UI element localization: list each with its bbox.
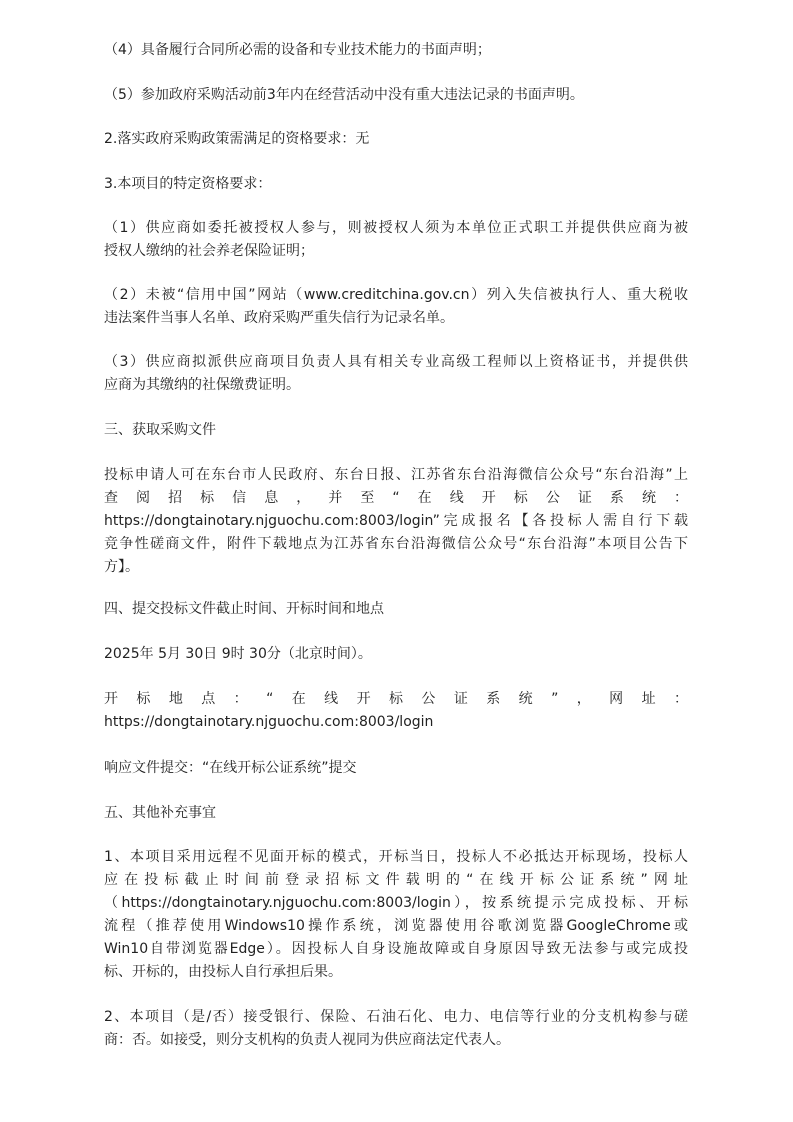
section-heading-deadline <box>104 598 688 621</box>
text-line: 1、本项目采用远程不见面开标的模式，开标当日，投标人不必抵达开标现场，投标人 <box>104 849 688 865</box>
text-line: 方】。 <box>104 559 139 575</box>
text-line: 投标申请人可在东台市人民政府、东台日报、江苏省东台沿海微信公众号“东台沿海”上 <box>104 467 688 483</box>
paragraph-response-submission <box>104 757 688 780</box>
text-line: （https://dongtainotary.njguochu.com:8003/login），按系统提示完成投标、开标 <box>104 895 688 911</box>
text-line: 标、开标的，由投标人自行承担后果。 <box>104 964 342 980</box>
paragraph-other-matter-2 <box>104 1006 688 1052</box>
text-line: （5）参加政府采购活动前3年内在经营活动中没有重大违法记录的书面声明。 <box>104 87 584 103</box>
paragraph-opening-location <box>104 688 688 734</box>
text-line: 响应文件提交：“在线开标公证系统”提交 <box>104 760 357 776</box>
section-heading-obtain-documents <box>104 419 688 442</box>
text-line: 违法案件当事人名单、政府采购严重失信行为记录名单。 <box>104 310 454 326</box>
paragraph-specific-requirement-1 <box>104 217 688 263</box>
text-line: 应在投标截止时间前登录招标文件载明的“在线开标公证系统”网址 <box>104 872 688 888</box>
text-line: Win10自带浏览器Edge）。因投标人自身设施故障或自身原因导致无法参与或完成投 <box>104 941 688 957</box>
text-line: 商：否。如接受，则分支机构的负责人视同为供应商法定代表人。 <box>104 1032 510 1048</box>
text-line: （4）具备履行合同所必需的设备和专业技术能力的书面声明； <box>104 42 491 58</box>
paragraph-qualification-4 <box>104 39 688 62</box>
paragraph-specific-requirement-2 <box>104 284 688 330</box>
text-line: 3.本项目的特定资格要求： <box>104 176 272 192</box>
text-line: 四、提交投标文件截止时间、开标时间和地点 <box>104 601 384 617</box>
paragraph-specific-requirement-3 <box>104 351 688 397</box>
text-line: 查阅招标信息，并至“在线开标公证系统： <box>104 490 688 506</box>
text-line: 应商为其缴纳的社保缴费证明。 <box>104 377 300 393</box>
text-line: 五、其他补充事宜 <box>104 805 216 821</box>
paragraph-qualification-5 <box>104 84 688 107</box>
text-line: 三、获取采购文件 <box>104 422 216 438</box>
paragraph-other-matter-1 <box>104 846 688 984</box>
text-line: 2.落实政府采购政策需满足的资格要求：无 <box>104 131 370 147</box>
text-line: （2）未被“信用中国”网站（www.creditchina.gov.cn）列入失信被执行人、重大税收 <box>104 287 688 303</box>
text-line: https://dongtainotary.njguochu.com:8003/login”完成报名【各投标人需自行下载 <box>104 513 688 529</box>
text-line: 2、本项目（是/否）接受银行、保险、石油石化、电力、电信等行业的分支机构参与磋 <box>104 1009 688 1025</box>
text-line: （1）供应商如委托被授权人参与，则被授权人须为本单位正式职工并提供供应商为被 <box>104 220 688 236</box>
text-line: 开标地点：“在线开标公证系统”，网址： <box>104 691 688 707</box>
text-line: 流程（推荐使用Windows10操作系统，浏览器使用谷歌浏览器GoogleChrome或 <box>104 918 688 934</box>
text-line: （3）供应商拟派供应商项目负责人具有相关专业高级工程师以上资格证书，并提供供 <box>104 354 688 370</box>
text-line: 2025年 5月 30日 9时 30分（北京时间）。 <box>104 646 372 662</box>
paragraph-specific-requirements-heading <box>104 173 688 196</box>
paragraph-policy-requirements <box>104 128 688 151</box>
text-line: 授权人缴纳的社会养老保险证明； <box>104 243 314 259</box>
paragraph-obtain-documents <box>104 464 688 579</box>
section-heading-other-matters <box>104 802 688 825</box>
text-line: https://dongtainotary.njguochu.com:8003/login <box>104 714 434 730</box>
paragraph-deadline-datetime <box>104 643 688 666</box>
text-line: 竞争性磋商文件，附件下载地点为江苏省东台沿海微信公众号“东台沿海”本项目公告下 <box>104 536 688 552</box>
